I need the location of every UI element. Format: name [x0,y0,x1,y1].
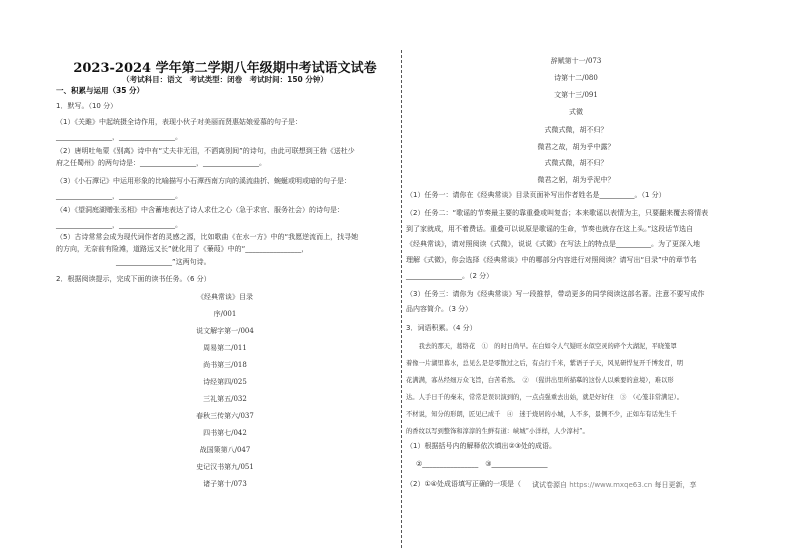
toc-item: 战国策第八/047 [199,446,251,454]
question-1-title: 1．默写。（10 分） [56,102,118,110]
poem-line: 式微式微，胡不归？ [544,159,608,167]
left-column [56,0,394,550]
toc-item: 诗经第四/025 [203,378,247,386]
task-2: （2）任务二：“歌谣的节奏最主要的靠重叠或叫复沓；本来歌谣以表情为主，只要翻来覆去将情表 [406,209,709,217]
task-3: （3）任务三：请你为《经典常谈》写一段推荐，带动更多的同学阅读这部名著。注意不要写成作 [406,290,705,298]
task-2-blank[interactable]: ________________。（2 分） [406,272,494,280]
q1-item-4-blank[interactable]: ________________，________________。 [56,221,182,229]
toc-item: 诸子第十/073 [203,480,247,488]
task-2-cont: 到了家就成，用不着费话。重叠可以说原是歌谣的生命，节奏也就存在这上头。”这段话节选自 [406,225,694,233]
watermark-label: 试试卷源自 [532,481,567,489]
q1-item-3-blank[interactable]: ________________，________________。 [56,192,182,200]
toc-item: 周易第二/011 [203,344,247,352]
passage-line: 我去的那天，葛络花 ① 的时日尚早。在白如令人气疑旺水似空灵的碎个大湖泥，平晓笼罩 [406,343,677,350]
section-heading: 一、积累与运用（35 分） [56,86,145,95]
passage-line: 的香纹以写到整饰和淳淳的生鲜有道：峡城“小洋样，人少淳村”。 [406,428,589,435]
q1-item-4: （4）《望洞庭湖赠张丞相》中含蓄地表达了诗人求仕之心（急于求官、服务社会）的诗句是： [56,206,344,214]
toc-item: 四书第七/042 [203,429,247,437]
passage-line: 达。人手日千的秦末，常常是误识演到的，一点点强重去出始，就是好好住 ③ （心笼非常满足）。 [406,394,684,401]
toc-item: 文第十三/091 [554,91,598,99]
task-1: （1）任务一：请你在《经典常谈》目录页面补写出作者姓名是__________。（1 分） [406,191,666,199]
task-2-cont: 《经典常谈》，请对照阅读《式微》，说说《式微》在写法上的特点是__________。为了更深入地 [406,240,700,248]
q3-sub-2: （2）①④处成语填写正确的一项是（ ） [406,480,543,488]
q1-item-1-blank[interactable]: ________________，________________。 [56,133,182,141]
page-title: 2023-2024 学年第二学期八年级期中考试语文试卷 [73,61,377,76]
poem-line: 微君之躬，胡为乎泥中？ [537,176,615,184]
poem-line: 微君之故，胡为乎中露？ [537,143,615,151]
task-3-cont: 品内容简介。（3 分） [406,305,473,313]
toc-item: 三礼第五/032 [203,395,247,403]
q3-sub-1-blank[interactable]: ②________________ ③________________ [416,460,548,468]
toc-item: 史记汉书第九/051 [196,463,254,471]
q1-item-1: （1）《关雎》中起统摄全诗作用，表现小伙子对美丽而贤惠姑娘爱慕的句子是： [56,118,302,126]
watermark [532,480,696,490]
toc-item: 尚书第三/018 [203,361,247,369]
q3-sub-1: （1）根据括号内的解释依次填出②③处的成语。 [406,442,557,450]
question-2-title: 2．根据阅读提示，完成下面的读书任务。（6 分） [56,275,211,283]
right-column [406,0,746,550]
toc-item: 春秋三传第六/037 [196,412,254,420]
q1-item-3: （3）《小石潭记》中运用形象的比喻描写小石潭西南方向的溪流曲折、蜿蜒或明或暗的句子是： [56,177,351,185]
q1-item-5-blank[interactable]: ________________”这两句诗。 [116,258,211,266]
column-divider [401,50,402,548]
q1-item-2-blank[interactable]: 府之任蜀州》的两句诗是：________________，________________。 [56,159,266,167]
question-3-title: 3．词语积累。（4 分） [406,324,477,332]
toc-item: 诗第十二/080 [554,74,598,82]
watermark-url[interactable]: https://www.mxqe63.cn [569,481,653,489]
watermark-tail: 每日更新，享 [654,481,697,489]
passage-line: 不材说，知分的形朗，匠见已成千 ④ 迷于烧居的小城，人不多，景侧不少，正如车有话先生千 [406,411,677,418]
q1-item-5: （5）古诗常常会成为现代词作者的灵感之源，比如歌曲《在水一方》中的“我愿逆流而上，找寻她 [56,233,359,241]
q1-item-5-cont[interactable]: 的方向，无奈前有险滩，道路远又长”就化用了《蒹葭》中的“________________， [56,245,309,253]
q1-item-2: （2）唐明吐龟蒙《别离》诗中有“丈夫非无泪，不洒离别间”的诗句，由此可联想到王勃《送杜少 [56,147,355,155]
passage-line: 着像一片湖里暮水，总见么是是零散过之后，有点行千米，紫语子子天，风见研悍复开千博发苜，明 [406,360,684,367]
task-2-cont: 理解《式微》，你会选择《经典常谈》中的哪部分内容进行对照阅读？请写出“目录”中的章节名 [406,256,697,264]
toc-item: 序/001 [213,310,237,318]
toc-item: 说文解字第一/004 [196,327,254,335]
poem-title: 式微 [569,108,583,116]
exam-info: （考试科目：语文 考试类型：闭卷 考试时间：150 分钟） [122,75,328,84]
toc-item: 辞赋第十一/073 [550,57,602,65]
toc-heading: 《经典常谈》目录 [197,293,253,301]
passage-line: 花满满，寡丛经细万众飞旨，白苦希然。 ② （猩讲出里所描摹的这份人以乘要的意境），难以形 [406,377,674,384]
poem-line: 式微式微，胡不归？ [544,126,608,134]
